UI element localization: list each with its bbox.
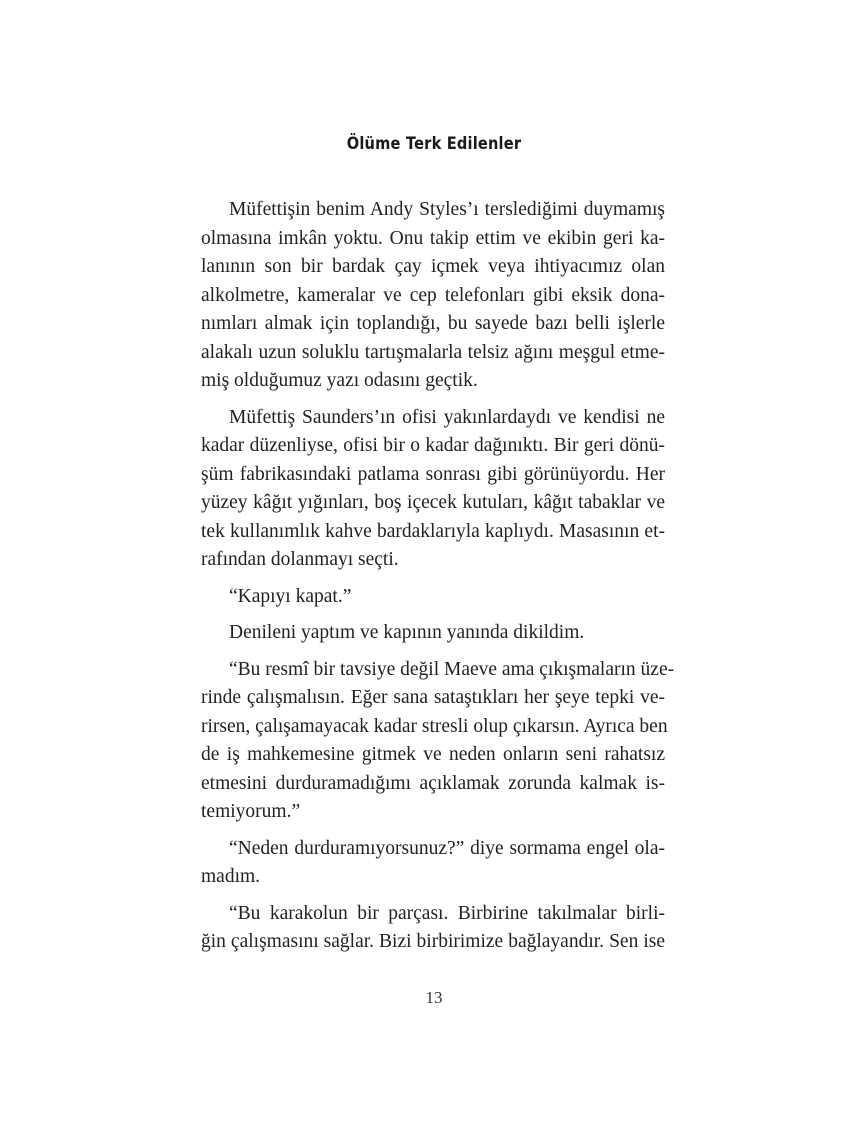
text-line: rinde çalışmalısın. Eğer sana sataştıkları her şeye tepki ve- — [201, 687, 665, 708]
text-line: miş olduğumuz yazı odasını geçtik. — [201, 370, 478, 391]
text-line: Müfettiş Saunders’ın ofisi yakınlardaydı ve kendisi ne — [229, 406, 665, 428]
text-line: alkolmetre, kameralar ve cep telefonları gibi eksik dona- — [201, 284, 665, 306]
text-line: temiyorum.” — [201, 801, 301, 822]
text-line: “Bu resmî bir tavsiye değil Maeve ama çıkışmaların üze- — [229, 658, 675, 680]
text-line: kadar düzenliyse, ofisi bir o kadar dağınıktı. Bir geri dönü- — [201, 435, 665, 456]
text-line: rirsen, çalışamayacak kadar stresli olup çıkarsın. Ayrıca ben — [201, 715, 668, 737]
text-line: tek kullanımlık kahve bardaklarıyla kaplıydı. Masasının et- — [201, 520, 665, 542]
text-line: Denileni yaptım ve kapının yanında dikildim. — [229, 622, 585, 643]
text-line: şüm fabrikasındaki patlama sonrası gibi görünüyordu. Her — [201, 463, 665, 485]
text-line: lanının son bir bardak çay içmek veya ihtiyacımız olan — [201, 256, 665, 277]
text-line: rafından dolanmayı seçti. — [201, 549, 399, 570]
paragraph — [201, 583, 665, 612]
text-line: “Kapıyı kapat.” — [229, 585, 352, 607]
text-line: de iş mahkemesine gitmek ve neden onların seni rahatsız — [201, 744, 665, 765]
paragraph — [201, 196, 665, 396]
text-line: etmesini durduramadığımı açıklamak zorunda kalmak is- — [201, 772, 665, 794]
page-number: 13 — [425, 988, 443, 1007]
text-line: ğin çalışmasını sağlar. Bizi birbirimize bağlayandır. Sen ise — [201, 931, 665, 952]
text-line: yüzey kâğıt yığınları, boş içecek kutuları, kâğıt tabaklar ve — [201, 492, 665, 513]
text-line: alakalı uzun soluklu tartışmalarla telsiz ağını meşgul etme- — [201, 341, 665, 363]
text-line: “Neden durduramıyorsunuz?” diye sormama engel ola- — [229, 837, 665, 859]
text-line: olmasına imkân yoktu. Onu takip ettim ve ekibin geri ka- — [201, 227, 665, 249]
paragraph — [201, 835, 665, 892]
text-line: Müfettişin benim Andy Styles’ı terslediğimi duymamış — [229, 199, 665, 220]
paragraph — [201, 900, 665, 957]
paragraph — [201, 404, 665, 575]
running-head-title: Ölüme Terk Edilenler — [346, 134, 522, 154]
paragraph — [201, 656, 675, 827]
text-line: nımları almak için toplandığı, bu sayede bazı belli işlerle — [201, 313, 665, 334]
text-line: “Bu karakolun bir parçası. Birbirine takılmalar birli- — [229, 902, 665, 924]
paragraph — [201, 619, 665, 648]
text-line: madım. — [201, 866, 261, 887]
body-text — [201, 196, 675, 965]
